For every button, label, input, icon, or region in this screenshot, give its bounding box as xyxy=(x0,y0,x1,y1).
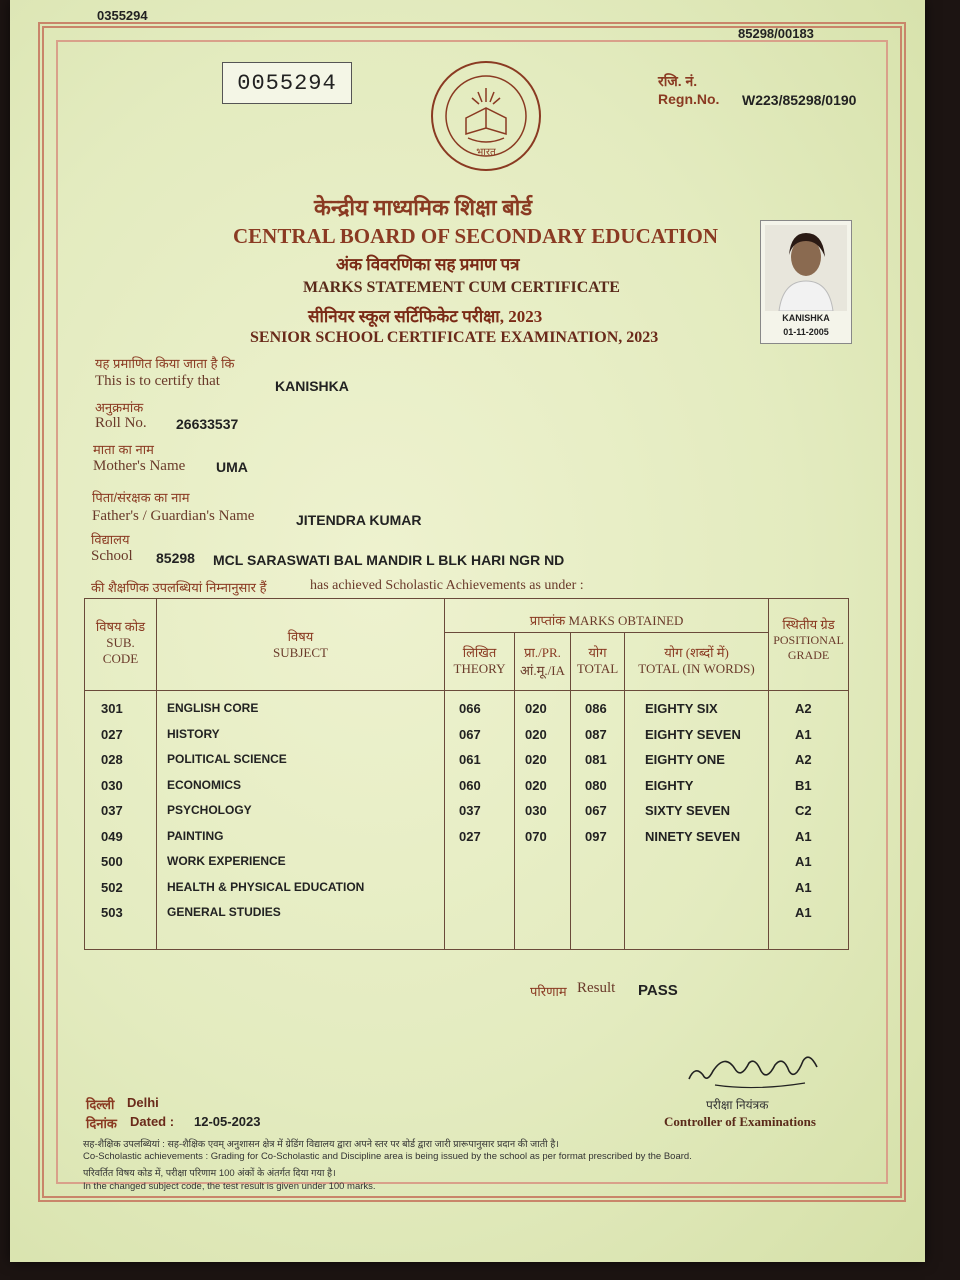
total-column xyxy=(571,691,625,950)
mother-name: UMA xyxy=(216,459,248,475)
board-title: CENTRAL BOARD OF SECONDARY EDUCATION xyxy=(233,224,719,248)
cbse-seal-icon xyxy=(428,58,544,174)
footnote-hindi-1: सह-शैक्षिक उपलब्धियां : सह-शैक्षिक एवम् अनुशासन क्षेत्र में ग्रेडिंग विद्यालय द्वारा अपने स्तर पर बोर्ड द्वारा जारी प्रारूपानुसार प्रदान की जाती है। xyxy=(83,1139,559,1150)
certify-label-hindi: यह प्रमाणित किया जाता है कि xyxy=(95,356,235,371)
certificate-title: MARKS STATEMENT CUM CERTIFICATE xyxy=(303,279,620,296)
controller-signature-icon xyxy=(685,1045,825,1095)
cell-total: 097 xyxy=(585,828,607,844)
result-label-hindi: परिणाम xyxy=(530,984,567,999)
photo-caption-name: KANISHKA xyxy=(782,313,830,323)
subjects-column xyxy=(157,691,445,950)
cell-grade: A1 xyxy=(795,828,812,844)
cell-subject: GENERAL STUDIES xyxy=(167,905,281,919)
cell-theory: 037 xyxy=(459,803,481,818)
date-label-hindi: दिनांक xyxy=(86,1116,117,1131)
cell-theory: 066 xyxy=(459,701,481,716)
cell-grade: C2 xyxy=(795,803,812,818)
date-label: Dated : xyxy=(130,1114,175,1129)
achievement-intro: has achieved Scholastic Achievements as under : xyxy=(310,578,584,593)
father-label-hindi: पिता/संरक्षक का नाम xyxy=(92,490,190,505)
achievement-intro-hindi: की शैक्षणिक उपलब्धियां निम्नानुसार हैं xyxy=(91,580,267,595)
cell-code: 503 xyxy=(101,905,123,920)
cell-grade: A1 xyxy=(795,726,812,742)
reference-number-top: 85298/00183 xyxy=(738,26,814,41)
cell-total-words: NINETY SEVEN xyxy=(645,828,741,844)
cell-code: 037 xyxy=(101,803,123,818)
cell-subject: PAINTING xyxy=(167,828,224,843)
result-label: Result xyxy=(577,980,616,996)
cell-subject: PSYCHOLOGY xyxy=(167,803,252,817)
col-header-code: विषय कोड SUB. CODE xyxy=(85,599,157,691)
cell-code: 049 xyxy=(101,828,123,844)
footnote-hindi-2: परिवर्तित विषय कोड में, परीक्षा परिणाम 100 अंकों के अंतर्गत दिया गया है। xyxy=(83,1168,336,1179)
controller-title-hindi: परीक्षा नियंत्रक xyxy=(706,1098,769,1112)
cell-subject: WORK EXPERIENCE xyxy=(167,854,286,868)
cell-total-words: SIXTY SEVEN xyxy=(645,803,731,818)
cell-practical: 020 xyxy=(525,752,547,767)
cell-grade: A2 xyxy=(795,701,812,716)
mother-label: Mother's Name xyxy=(93,458,186,474)
cell-total: 087 xyxy=(585,726,607,742)
school-label: School xyxy=(91,548,133,564)
cell-code: 502 xyxy=(101,879,123,895)
footnote-1: Co-Scholastic achievements : Grading for Co-Scholastic and Discipline area is being issued by the school as per format prescribed by the Board. xyxy=(83,1151,692,1162)
cell-total: 067 xyxy=(585,803,607,818)
school-name: MCL SARASWATI BAL MANDIR L BLK HARI NGR ND xyxy=(213,552,565,568)
cell-subject: HISTORY xyxy=(167,726,220,741)
cell-subject: ECONOMICS xyxy=(167,777,242,792)
cell-subject: ENGLISH CORE xyxy=(167,701,259,715)
exam-title-hindi: सीनियर स्कूल सर्टिफिकेट परीक्षा, 2023 xyxy=(308,307,543,326)
regn-number: W223/85298/0190 xyxy=(742,92,857,108)
col-header-grade: स्थितीय ग्रेड POSITIONAL GRADE xyxy=(769,599,849,691)
father-name: JITENDRA KUMAR xyxy=(296,512,422,528)
cell-code: 028 xyxy=(101,752,123,767)
cell-total-words: EIGHTY xyxy=(645,777,694,793)
cell-subject: POLITICAL SCIENCE xyxy=(167,752,287,766)
place-label: Delhi xyxy=(127,1095,159,1110)
place-label-hindi: दिल्ली xyxy=(86,1097,115,1112)
cell-total: 080 xyxy=(585,777,607,793)
cell-theory: 067 xyxy=(459,726,481,742)
student-photo xyxy=(760,220,852,344)
cell-grade: B1 xyxy=(795,777,812,793)
cell-theory: 060 xyxy=(459,777,481,793)
cell-practical: 020 xyxy=(525,701,547,716)
col-header-subject: विषय SUBJECT xyxy=(157,599,445,691)
cell-theory: 061 xyxy=(459,752,481,767)
codes-column xyxy=(85,691,157,950)
cell-practical: 070 xyxy=(525,828,547,844)
certificate-title-hindi: अंक विवरणिका सह प्रमाण पत्र xyxy=(336,255,520,274)
cell-practical: 020 xyxy=(525,726,547,742)
col-header-practical: प्रा./PR. आं.मू./IA xyxy=(515,633,571,691)
col-header-marks: प्राप्तांक MARKS OBTAINED xyxy=(445,599,769,633)
marks-table xyxy=(84,598,849,950)
cell-total-words: EIGHTY SIX xyxy=(645,701,718,716)
total-words-column xyxy=(625,691,769,950)
cell-code: 030 xyxy=(101,777,123,793)
cell-code: 301 xyxy=(101,701,123,716)
col-header-total: योग TOTAL xyxy=(571,633,625,691)
cell-practical: 020 xyxy=(525,777,547,793)
regn-label: Regn.No. xyxy=(658,91,720,107)
serial-number-box: 0055294 xyxy=(222,62,352,104)
result-value: PASS xyxy=(638,982,678,999)
student-portrait-icon xyxy=(765,225,847,311)
footnote-2: In the changed subject code, the test result is given under 100 marks. xyxy=(83,1181,376,1192)
board-title-hindi: केन्द्रीय माध्यमिक शिक्षा बोर्ड xyxy=(314,195,533,220)
cell-practical: 030 xyxy=(525,803,547,818)
cell-code: 027 xyxy=(101,726,123,742)
exam-title: SENIOR SCHOOL CERTIFICATE EXAMINATION, 2023 xyxy=(250,329,659,346)
cell-total: 086 xyxy=(585,701,607,716)
cell-grade: A1 xyxy=(795,879,812,895)
cell-theory: 027 xyxy=(459,828,481,844)
cell-total-words: EIGHTY ONE xyxy=(645,752,725,767)
roll-label-hindi: अनुक्रमांक xyxy=(95,400,144,415)
practical-column xyxy=(515,691,571,950)
cell-total: 081 xyxy=(585,752,607,767)
cell-grade: A2 xyxy=(795,752,812,767)
cell-subject: HEALTH & PHYSICAL EDUCATION xyxy=(167,879,365,894)
father-label: Father's / Guardian's Name xyxy=(92,508,255,524)
regn-label-hindi: रजि. नं. xyxy=(658,73,698,89)
controller-title: Controller of Examinations xyxy=(664,1114,816,1129)
school-label-hindi: विद्यालय xyxy=(91,532,130,547)
issue-date: 12-05-2023 xyxy=(194,1114,261,1129)
roll-number: 26633537 xyxy=(176,416,239,432)
col-header-theory: लिखित THEORY xyxy=(445,633,515,691)
photo-caption-dob: 01-11-2005 xyxy=(783,327,829,337)
serial-number-top: 0355294 xyxy=(97,8,148,23)
cell-total-words: EIGHTY SEVEN xyxy=(645,726,741,742)
theory-column xyxy=(445,691,515,950)
seal-text: भारत xyxy=(476,147,496,158)
cell-grade: A1 xyxy=(795,854,812,869)
grade-column xyxy=(769,691,849,950)
roll-label: Roll No. xyxy=(95,415,147,431)
student-name: KANISHKA xyxy=(275,378,349,394)
certify-label: This is to certify that xyxy=(95,373,220,389)
col-header-total-words: योग (शब्दों में) TOTAL (IN WORDS) xyxy=(625,633,769,691)
cell-code: 500 xyxy=(101,854,123,869)
school-code: 85298 xyxy=(156,550,195,566)
cell-grade: A1 xyxy=(795,905,812,920)
mother-label-hindi: माता का नाम xyxy=(93,442,154,457)
